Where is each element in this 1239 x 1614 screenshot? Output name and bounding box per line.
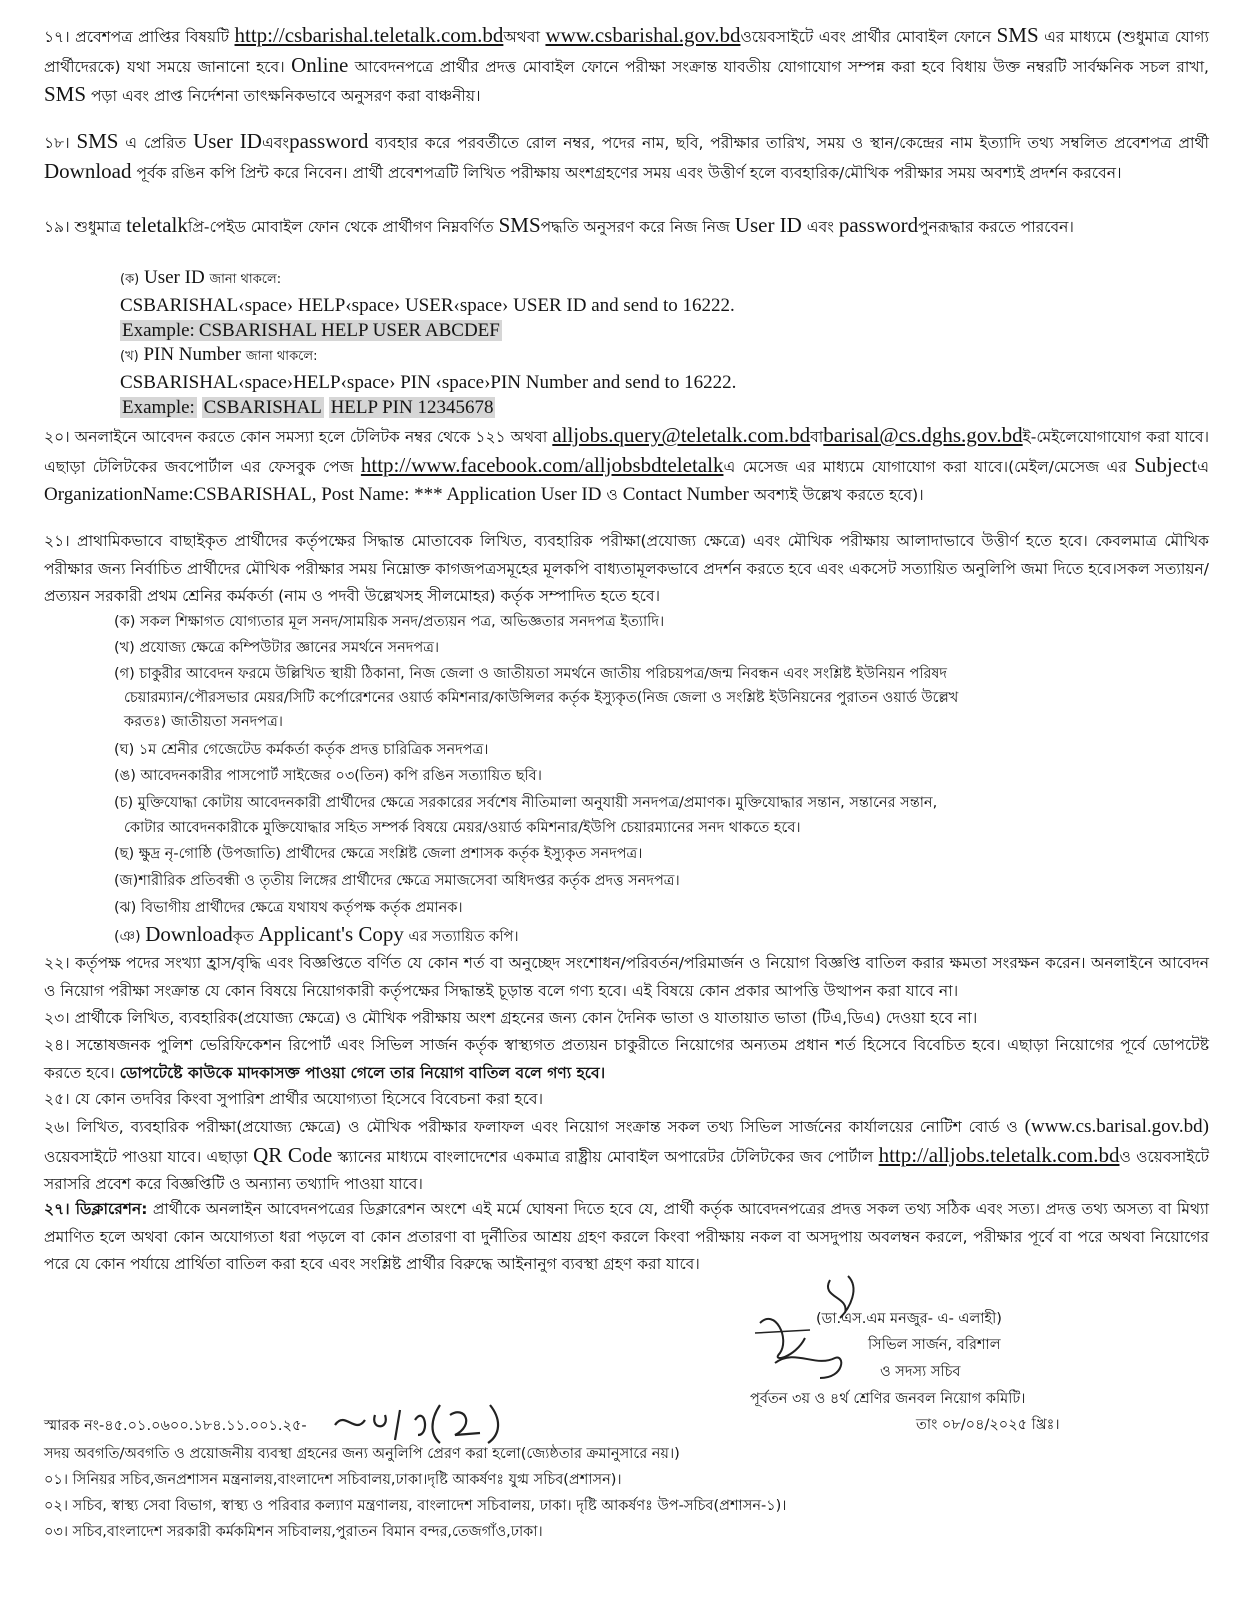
signatory-role: ও সদস্য সচিব <box>880 1364 961 1380</box>
clause-number: ২৬। <box>44 1118 70 1136</box>
document-item: (ছ) ক্ষুদ্র নৃ-গোষ্ঠি (উপজাতি) প্রার্থীদের ক্ষেত্রে সংশ্লিষ্ট জেলা প্রশাসক কর্তৃক ইস্যুকৃত সনদপত্র। <box>114 846 643 862</box>
clause-27-declaration: ২৭। ডিক্লারেশন: প্রার্থীকে অনলাইন আবেদনপত্রের ডিক্লারেশন অংশে এই মর্মে ঘোষনা দিতে হবে যে, প্রার্থী কর্তৃক আবেদনপত্রের প্রদত্ত সকল তথ্য সঠিক এবং সত্য। প্রদত্ত তথ্য অসত্য বা মিথ্যা প্রমাণিত হলে অথবা কোন অযোগ্যতা ধরা পড়লে বা কোন প্রতারণা বা দুর্নীতির আশ্রয় গ্রহণ করলে কিংবা পরীক্ষায় নকল বা অসদুপায় অবলম্বন করলে, পরীক্ষার পূর্বে বা পরে অথবা নিয়োগের পরে যে কোন পর্যায়ে প্রার্থিতা বাতিল করা হবে এবং সংশ্লিষ্ট প্রার্থীর বিরুদ্ধে আইনানুগ ব্যবস্থা গ্রহণ করা যাবে। <box>44 1200 1209 1273</box>
clause-20: ২০। অনলাইনে আবেদন করতে কোন সমস্যা হলে টেলিটক নম্বর থেকে ১২১ অথবা alljobs.query@teletalk.com.bdবাbarisal@cs.dghs.gov.bdই-মেইলেযোগাযোগ করা যাবে।এছাড়া টেলিটকের জবপোর্টাল এর ফেসবুক পেজ http://www.facebook.com/alljobsbdteletalkএ মেসেজ এর মাধ্যমে যোগাযোগ করা যাবে।(মেইল/মেসেজ এর Subjectএ OrganizationName:CSBARISHAL, Post Name: *** Application User ID ও Contact Number অবশ্যই উল্লেখ করতে হবে)। <box>44 423 1209 505</box>
facebook-link[interactable]: http://www.facebook.com/alljobsbdteletalk <box>360 452 724 477</box>
clause-17: ১৭। প্রবেশপত্র প্রাপ্তির বিষয়টি http://csbarishal.teletalk.com.bdঅথবা www.csbarishal.gov.bdওয়েবসাইটে এবং প্রার্থীর মোবাইল ফোনে SMS এর মাধ্যমে (শুধুমাত্র যোগ্য প্রার্থীদেরকে) যথা সময়ে জানানো হবে। Online আবেদনপত্রে প্রার্থীর প্রদত্ত মোবাইল ফোনে পরীক্ষা সংক্রান্ত যাবতীয় যোগাযোগ সম্পন্ন করা হবে বিধায় উক্ত নম্বরটি সার্বক্ষনিক সচল রাখা, SMS পড়া এবং প্রাপ্ত নির্দেশনা তাৎক্ষনিকভাবে অনুসরণ করা বাঞ্চনীয়। <box>44 23 1209 106</box>
committee-name: পূর্বতন ৩য় ও ৪র্থ শ্রেণির জনবল নিয়োগ কমিটি। <box>750 1391 1026 1407</box>
clause-number: ১৮। <box>44 134 70 152</box>
clause-25: ২৫। যে কোন তদবির কিংবা সুপারিশ প্রার্থীর অযোগ্যতা হিসেবে বিবেচনা করা হবে। <box>44 1090 544 1108</box>
declaration-title: ২৭। ডিক্লারেশন: <box>44 1200 148 1218</box>
admit-card-link[interactable]: http://csbarishal.teletalk.com.bd <box>234 23 504 47</box>
sms-help-a-title: (ক) User ID জানা থাকলে: <box>120 267 282 288</box>
sms-help-b-example: Example: CSBARISHAL HELP PIN 12345678 <box>122 397 494 418</box>
clause-number: ১৭। <box>44 28 70 46</box>
cs-email-link[interactable]: barisal@cs.dghs.gov.bd <box>823 423 1023 447</box>
document-item: (জ)শারীরিক প্রতিবন্ধী ও তৃতীয় লিঙ্গের প্রার্থীদের ক্ষেত্রে সমাজসেবা অধিদপ্তর কর্তৃক প্রদত্ত সনদপত্র। <box>114 873 680 889</box>
sms-help-a-command: CSBARISHAL‹space› HELP‹space› USER‹space› USER ID and send to 16222. <box>120 295 735 316</box>
document-item: (ঝ) বিভাগীয় প্রার্থীদের ক্ষেত্রে যথাযথ কর্তৃপক্ষ কর্তৃক প্রমানক। <box>114 900 463 916</box>
document-item: কোটার আবেদনকারীকে মুক্তিযোদ্ধার সহিত সম্পর্ক বিষয়ে মেয়র/ওয়ার্ড কমিশনার/ইউপি চেয়ারম্যানের সনদ থাকতে হবে। <box>124 820 801 836</box>
clause-24: ২৪। সন্তোষজনক পুলিশ ভেরিফিকেশন রিপোর্ট এবং সিভিল সার্জন কর্তৃক স্বাস্থ্যগত প্রত্যয়ন চাকুরীতে নিয়োগের অন্যতম প্রধান শর্ত হিসেবে বিবেচিত হবে। এছাড়া নিয়োগের পূর্বে ডোপটেষ্ট করতে হবে। ডোপটেষ্টে কাউকে মাদকাসক্ত পাওয়া গেলে তার নিয়োগ বাতিল বলে গণ্য হবে। <box>44 1036 1209 1082</box>
cs-barisal-site: (www.cs.barisal.gov.bd) <box>1024 1116 1209 1137</box>
signatory-title: সিভিল সার্জন, বরিশাল <box>868 1337 1001 1353</box>
signature-stroke <box>775 1357 841 1378</box>
copy-intro: সদয় অবগতি/অবগতি ও প্রয়োজনীয় ব্যবস্থা গ্রহনের জন্য অনুলিপি প্রেরণ করা হলো(জ্যেষ্ঠতার ক্রমানুসারে নয়।) <box>44 1446 680 1462</box>
document-item: করতঃ) জাতীয়তা সনদপত্র। <box>124 714 283 730</box>
clause-number: ১৯। <box>44 218 70 236</box>
clause-22: ২২। কর্তৃপক্ষ পদের সংখ্যা হ্রাস/বৃদ্ধি এবং বিজ্ঞপ্তিতে বর্ণিত যে কোন শর্ত বা অনুচ্ছেদ সংশোধন/পরিবর্তন/পরিমার্জন ও নিয়োগ বিজ্ঞপ্তি বাতিল করার ক্ষমতা সংরক্ষন করেন। অনলাইনে আবেদন ও নিয়োগ পরীক্ষা সংক্রান্ত যে কোন বিষয়ে নিয়োগকারী কর্তৃপক্ষের সিদ্ধান্তই চূড়ান্ত বলে গণ্য হবে। এই বিষয়ে কোন প্রকার আপত্তি উত্থাপন করা যাবে না। <box>44 954 1209 1000</box>
sms-help-b-command: CSBARISHAL‹space›HELP‹space› PIN ‹space›PIN Number and send to 16222. <box>120 372 737 393</box>
issue-date: তাং ০৮/০৪/২০২৫ খ্রিঃ। <box>916 1417 1060 1433</box>
document-item: (ঘ) ১ম শ্রেনীর গেজেটেড কর্মকর্তা কর্তৃক প্রদত্ত চারিত্রিক সনদপত্র। <box>114 742 489 758</box>
signatory-name: (ডা.এস.এম মনজুর- এ- এলাহী) <box>816 1311 1002 1327</box>
clause-number: ২০। <box>44 428 70 446</box>
sms-help-a-example: Example: CSBARISHAL HELP USER ABCDEF <box>122 320 500 341</box>
clause-21: ২১। প্রাথামিকভাবে বাছাইকৃত প্রার্থীদের কর্তৃপক্ষের সিদ্ধান্ত মোতাবেক লিখিত, ব্যবহারিক পরীক্ষা(প্রযোজ্য ক্ষেত্রে) এবং মৌখিক পরীক্ষায় আলাদাভাবে উত্তীর্ণ হতে হবে। কেবলমাত্র মৌখিক পরীক্ষার জন্য নির্বাচিত প্রার্থীদের মৌখিক পরীক্ষার সময় নিম্নোক্ত কাগজপত্রসমূহের মূলকপি বাধ্যতামূলকভাবে প্রদর্শন করতে হবে এবং একসেট সত্যায়িত অনুলিপি জমা দিতে হবে।সকল সত্যায়ন/প্রত্যয়ন সরকারী প্রথম শ্রেনির কর্মকর্তা (নাম ও পদবী উল্লেখসহ সীলমোহর) কর্তৃক সম্পাদিত হতে হবে। <box>44 532 1209 605</box>
copy-recipient: ০২। সচিব, স্বাস্থ্য সেবা বিভাগ, স্বাস্থ্য ও পরিবার কল্যাণ মন্ত্রণালয়, বাংলাদেশ সচিবালয়, ঢাকা। দৃষ্টি আকর্ষণঃ উপ-সচিব(প্রশাসন-১)। <box>44 1498 787 1514</box>
memo-ink-stroke <box>335 1405 498 1443</box>
memo-number-ink <box>330 1395 550 1445</box>
alljobs-link[interactable]: http://alljobs.teletalk.com.bd <box>878 1142 1120 1167</box>
sms-help-b-title: (খ) PIN Number জানা থাকলে: <box>120 344 318 365</box>
clause-number: ২৩। <box>44 1009 70 1027</box>
clause-number: ২২। <box>44 954 70 972</box>
document-item: (গ) চাকুরীর আবেদন ফরমে উল্লিখিত স্থায়ী ঠিকানা, নিজ জেলা ও জাতীয়তা সমর্থনে জাতীয় পরিচয়পত্র/জন্ম নিবন্ধন এবং সংশ্লিষ্ট ইউনিয়ন পরিষদ <box>114 666 948 682</box>
clause-number: ২৫। <box>44 1090 70 1108</box>
document-item: (ঙ) আবেদনকারীর পাসপোর্ট সাইজের ০৩(তিন) কপি রঙিন সত্যায়িত ছবি। <box>114 768 542 784</box>
clause-23: ২৩। প্রার্থীকে লিখিত, ব্যবহারিক(প্রযোজ্য ক্ষেত্রে) ও মৌখিক পরীক্ষায় অংশ গ্রহনের জন্য কোন দৈনিক ভাতা ও যাতায়াত ভাতা (টিএ,ডিএ) দেওয়া হবে না। <box>44 1009 978 1027</box>
signature-stroke <box>760 1319 805 1358</box>
dope-test-warning: ডোপটেষ্টে কাউকে মাদকাসক্ত পাওয়া গেলে তার নিয়োগ বাতিল বলে গণ্য হবে। <box>119 1063 606 1082</box>
clause-26: ২৬। লিখিত, ব্যবহারিক পরীক্ষা(প্রযোজ্য ক্ষেত্রে) ও মৌখিক পরীক্ষার ফলাফল এবং নিয়োগ সংক্রান্ত সকল তথ্য সিভিল সার্জনের কার্যালয়ের নোটিশ বোর্ড ও (www.cs.barisal.gov.bd) ওয়েবসাইটে পাওয়া যাবে। এছাড়া QR Code স্ক্যানের মাধ্যমে বাংলাদেশের একমাত্র রাষ্ট্রীয় মোবাইল অপারেটর টেলিটকের জব পোর্টাল http://alljobs.teletalk.com.bdও ওয়েবসাইটে সরাসরি প্রবেশ করে বিজ্ঞপ্তিটি ও অন্যান্য তথ্যাদি পাওয়া যাবে। <box>44 1116 1210 1193</box>
clause-19: ১৯। শুধুমাত্র teletalkপ্রি-পেইড মোবাইল ফোন থেকে প্রার্থীগণ নিম্নবর্ণিত SMSপদ্ধতি অনুসরণ করে নিজ নিজ User ID এবং passwordপুনরূদ্ধার করতে পারবেন। <box>44 213 1074 237</box>
document-item: (ক) সকল শিক্ষাগত যোগ্যতার মূল সনদ/সাময়িক সনদ/প্রত্যয়ন পত্র, অভিজ্ঞতার সনদপত্র ইত্যাদি। <box>114 614 665 630</box>
document-item: (চ) মুক্তিযোদ্ধা কোটায় আবেদনকারী প্রার্থীদের ক্ষেত্রে সরকারের সর্বশেষ নীতিমালা অনুযায়ী সনদপত্র/প্রমাণক। মুক্তিযোদ্ধার সন্তান, সন্তানের সন্তান, <box>114 795 938 811</box>
copy-recipient: ০১। সিনিয়র সচিব,জনপ্রশাসন মন্ত্রনালয়,বাংলাদেশ সচিবালয়,ঢাকা।দৃষ্টি আকর্ষণঃ যুগ্ম সচিব(প্রশাসন)। <box>44 1472 622 1488</box>
document-item: চেয়ারম্যান/পৌরসভার মেয়র/সিটি কর্পোরেশনের ওয়ার্ড কমিশনার/কাউন্সিলর কর্তৃক ইস্যুকৃত(নিজ জেলা ও সংশ্লিষ্ট ইউনিয়নের পুরাতন ওয়ার্ড উল্লেখ <box>124 690 959 706</box>
clause-18: ১৮। SMS এ প্রেরিত User IDএবংpassword ব্যবহার করে পরবর্তীতে রোল নম্বর, পদের নাম, ছবি, পরীক্ষার তারিখ, সময় ও স্থান/কেন্দ্রের নাম ইত্যাদি তথ্য সম্বলিত প্রবেশপত্র প্রার্থী Download পূর্বক রঙিন কপি প্রিন্ট করে নিবেন। প্রার্থী প্রবেশপত্রটি লিখিত পরীক্ষায় অংশগ্রহণের সময় এবং উত্তীর্ণ হলে ব্যবহারিক/মৌখিক পরীক্ষার সময় অবশ্যই প্রদর্শন করবেন। <box>44 129 1209 183</box>
website-link[interactable]: www.csbarishal.gov.bd <box>545 23 741 47</box>
document-item: (খ) প্রযোজ্য ক্ষেত্রে কম্পিউটার জ্ঞানের সমর্থনে সনদপত্র। <box>114 640 440 656</box>
memo-reference: স্মারক নং-৪৫.০১.০৬০০.১৮৪.১১.০০১.২৫- <box>44 1418 307 1434</box>
query-email-link[interactable]: alljobs.query@teletalk.com.bd <box>552 423 811 447</box>
clause-number: ২১। <box>44 532 70 550</box>
clause-number: ২৪। <box>44 1036 70 1054</box>
copy-recipient: ০৩। সচিব,বাংলাদেশ সরকারী কর্মকমিশন সচিবালয়,পুরাতন বিমান বন্দর,তেজগাঁও,ঢাকা। <box>44 1524 543 1540</box>
document-item-download: (ঞ) Downloadকৃত Applicant's Copy এর সত্যায়িত কপি। <box>114 922 519 946</box>
